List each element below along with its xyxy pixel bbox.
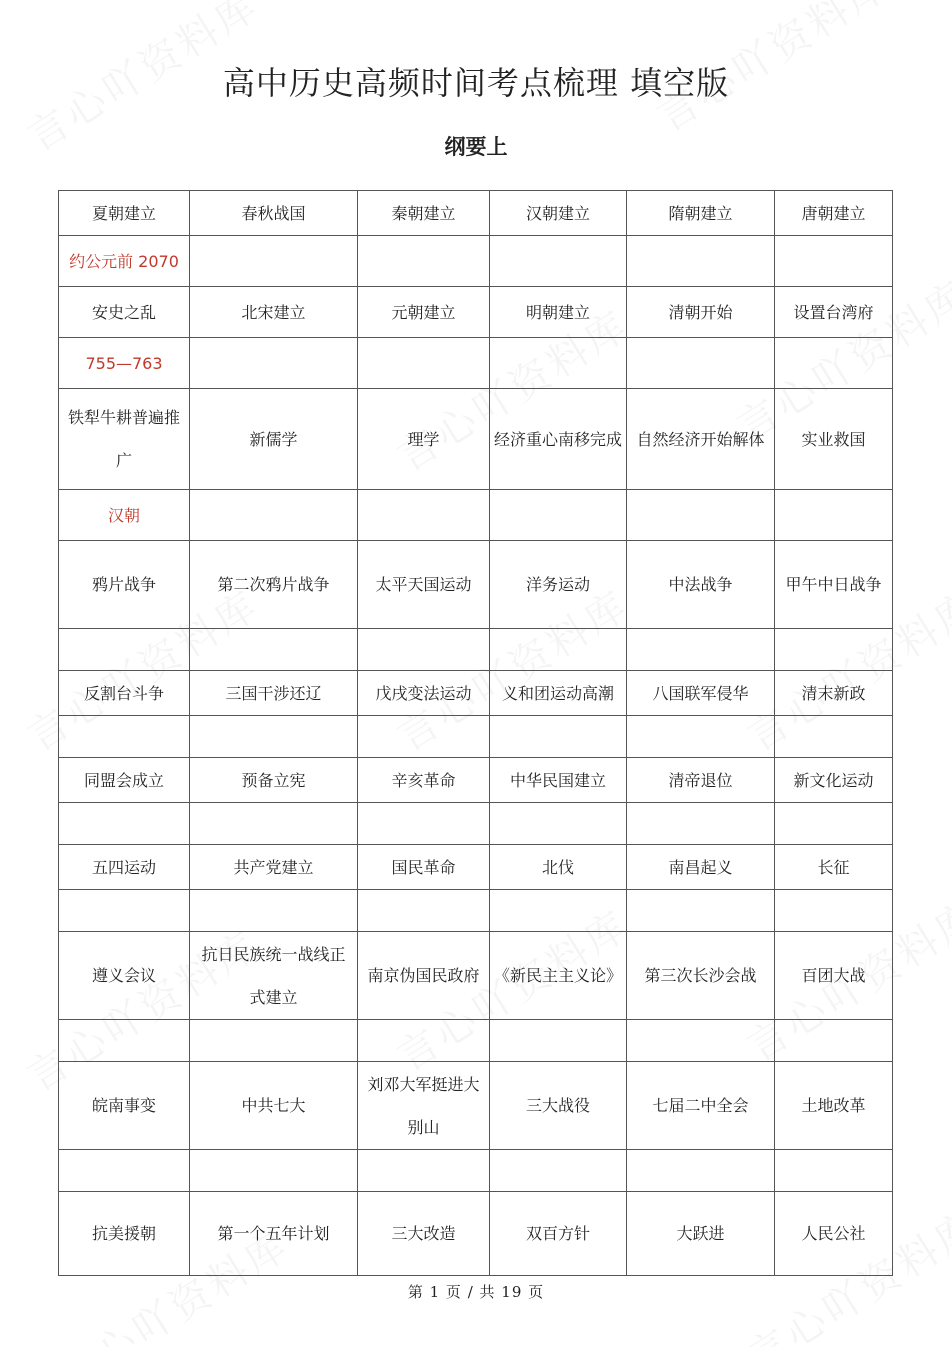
table-row bbox=[59, 845, 893, 890]
event-cell: 秦朝建立 bbox=[358, 191, 490, 236]
answer-cell[interactable] bbox=[627, 803, 775, 845]
event-cell: 抗日民族统一战线正式建立 bbox=[190, 932, 358, 1020]
answer-cell[interactable] bbox=[358, 236, 490, 287]
answer-cell[interactable] bbox=[358, 1150, 490, 1192]
page-footer: 第 1 页 / 共 19 页 bbox=[407, 1283, 545, 1301]
answer-cell[interactable] bbox=[358, 803, 490, 845]
event-cell: 三大改造 bbox=[358, 1192, 490, 1276]
answer-cell[interactable] bbox=[190, 890, 358, 932]
table-row bbox=[59, 1192, 893, 1276]
answer-row bbox=[59, 236, 893, 287]
answer-cell[interactable] bbox=[190, 1020, 358, 1062]
event-cell: 五四运动 bbox=[59, 845, 190, 890]
event-cell: 洋务运动 bbox=[490, 541, 627, 629]
answer-cell[interactable] bbox=[775, 236, 893, 287]
answer-cell[interactable] bbox=[190, 338, 358, 389]
table-row bbox=[59, 932, 893, 1020]
event-cell: 同盟会成立 bbox=[59, 758, 190, 803]
answer-cell[interactable] bbox=[627, 1150, 775, 1192]
answer-cell[interactable] bbox=[190, 490, 358, 541]
event-cell: 中共七大 bbox=[190, 1062, 358, 1150]
table-row bbox=[59, 389, 893, 490]
event-cell: 北伐 bbox=[490, 845, 627, 890]
answer-cell[interactable] bbox=[627, 236, 775, 287]
event-cell: 第一个五年计划 bbox=[190, 1192, 358, 1276]
answer-cell[interactable] bbox=[627, 629, 775, 671]
answer-cell[interactable] bbox=[775, 716, 893, 758]
answer-cell[interactable] bbox=[358, 629, 490, 671]
event-cell: 中法战争 bbox=[627, 541, 775, 629]
answer-cell[interactable] bbox=[490, 1020, 627, 1062]
answer-cell[interactable] bbox=[490, 236, 627, 287]
event-cell: 实业救国 bbox=[775, 389, 893, 490]
answer-cell[interactable] bbox=[358, 716, 490, 758]
event-cell: 预备立宪 bbox=[190, 758, 358, 803]
answer-cell[interactable] bbox=[490, 716, 627, 758]
event-cell: 人民公社 bbox=[775, 1192, 893, 1276]
answer-cell[interactable] bbox=[775, 338, 893, 389]
answer-cell[interactable] bbox=[190, 629, 358, 671]
answer-cell[interactable] bbox=[59, 629, 190, 671]
answer-cell[interactable] bbox=[358, 890, 490, 932]
answer-cell[interactable] bbox=[59, 1020, 190, 1062]
event-cell: 清末新政 bbox=[775, 671, 893, 716]
event-cell: 大跃进 bbox=[627, 1192, 775, 1276]
event-cell: 抗美援朝 bbox=[59, 1192, 190, 1276]
event-cell: 明朝建立 bbox=[490, 287, 627, 338]
event-cell: 隋朝建立 bbox=[627, 191, 775, 236]
answer-row bbox=[59, 490, 893, 541]
answer-cell[interactable] bbox=[775, 803, 893, 845]
table-row bbox=[59, 191, 893, 236]
answer-row bbox=[59, 803, 893, 845]
answer-cell[interactable]: 755—763 bbox=[59, 338, 190, 389]
event-cell: 土地改革 bbox=[775, 1062, 893, 1150]
answer-cell[interactable] bbox=[490, 803, 627, 845]
event-cell: 遵义会议 bbox=[59, 932, 190, 1020]
section-subtitle: 纲要上 bbox=[444, 134, 508, 159]
event-cell: 新儒学 bbox=[190, 389, 358, 490]
table-row bbox=[59, 287, 893, 338]
event-cell: 清帝退位 bbox=[627, 758, 775, 803]
answer-cell[interactable] bbox=[627, 490, 775, 541]
answer-row bbox=[59, 716, 893, 758]
event-cell: 双百方针 bbox=[490, 1192, 627, 1276]
event-cell: 第二次鸦片战争 bbox=[190, 541, 358, 629]
event-cell: 共产党建立 bbox=[190, 845, 358, 890]
event-cell: 春秋战国 bbox=[190, 191, 358, 236]
event-cell: 八国联军侵华 bbox=[627, 671, 775, 716]
answer-cell[interactable] bbox=[59, 890, 190, 932]
answer-cell[interactable] bbox=[59, 716, 190, 758]
event-cell: 百团大战 bbox=[775, 932, 893, 1020]
answer-cell[interactable] bbox=[627, 338, 775, 389]
answer-cell[interactable] bbox=[775, 490, 893, 541]
answer-row bbox=[59, 890, 893, 932]
event-cell: 自然经济开始解体 bbox=[627, 389, 775, 490]
answer-cell[interactable]: 约公元前 2070 bbox=[59, 236, 190, 287]
answer-row bbox=[59, 338, 893, 389]
answer-row bbox=[59, 1150, 893, 1192]
event-cell: 义和团运动高潮 bbox=[490, 671, 627, 716]
answer-cell[interactable] bbox=[190, 236, 358, 287]
event-cell: 新文化运动 bbox=[775, 758, 893, 803]
table-row bbox=[59, 541, 893, 629]
event-cell: 理学 bbox=[358, 389, 490, 490]
table-row bbox=[59, 671, 893, 716]
event-cell: 设置台湾府 bbox=[775, 287, 893, 338]
timeline-table bbox=[58, 190, 893, 1276]
answer-cell[interactable] bbox=[775, 890, 893, 932]
event-cell: 辛亥革命 bbox=[358, 758, 490, 803]
event-cell: 三国干涉还辽 bbox=[190, 671, 358, 716]
answer-cell[interactable] bbox=[59, 803, 190, 845]
event-cell: 第三次长沙会战 bbox=[627, 932, 775, 1020]
table-row bbox=[59, 1062, 893, 1150]
event-cell: 鸦片战争 bbox=[59, 541, 190, 629]
event-cell: 元朝建立 bbox=[358, 287, 490, 338]
answer-cell[interactable] bbox=[775, 1150, 893, 1192]
answer-cell[interactable] bbox=[358, 490, 490, 541]
answer-cell[interactable] bbox=[190, 716, 358, 758]
answer-row bbox=[59, 629, 893, 671]
event-cell: 三大战役 bbox=[490, 1062, 627, 1150]
answer-cell[interactable] bbox=[190, 803, 358, 845]
event-cell: 南京伪国民政府 bbox=[358, 932, 490, 1020]
event-cell: 反割台斗争 bbox=[59, 671, 190, 716]
answer-cell[interactable] bbox=[358, 1020, 490, 1062]
answer-cell[interactable] bbox=[490, 629, 627, 671]
event-cell: 中华民国建立 bbox=[490, 758, 627, 803]
answer-cell[interactable] bbox=[358, 338, 490, 389]
answer-cell[interactable] bbox=[775, 1020, 893, 1062]
event-cell: 《新民主主义论》 bbox=[490, 932, 627, 1020]
answer-cell[interactable] bbox=[190, 1150, 358, 1192]
answer-cell[interactable] bbox=[775, 629, 893, 671]
event-cell: 清朝开始 bbox=[627, 287, 775, 338]
event-cell: 经济重心南移完成 bbox=[490, 389, 627, 490]
event-cell: 汉朝建立 bbox=[490, 191, 627, 236]
event-cell: 铁犁牛耕普遍推广 bbox=[59, 389, 190, 490]
event-cell: 安史之乱 bbox=[59, 287, 190, 338]
event-cell: 刘邓大军挺进大别山 bbox=[358, 1062, 490, 1150]
event-cell: 七届二中全会 bbox=[627, 1062, 775, 1150]
table-row bbox=[59, 758, 893, 803]
event-cell: 夏朝建立 bbox=[59, 191, 190, 236]
event-cell: 唐朝建立 bbox=[775, 191, 893, 236]
answer-cell[interactable] bbox=[490, 338, 627, 389]
event-cell: 长征 bbox=[775, 845, 893, 890]
answer-cell[interactable] bbox=[627, 1020, 775, 1062]
answer-cell[interactable] bbox=[59, 1150, 190, 1192]
event-cell: 国民革命 bbox=[358, 845, 490, 890]
answer-cell[interactable] bbox=[490, 890, 627, 932]
event-cell: 甲午中日战争 bbox=[775, 541, 893, 629]
answer-cell[interactable] bbox=[627, 716, 775, 758]
document-title: 高中历史高频时间考点梳理 填空版 bbox=[222, 64, 730, 102]
event-cell: 南昌起义 bbox=[627, 845, 775, 890]
answer-cell[interactable] bbox=[490, 1150, 627, 1192]
event-cell: 太平天国运动 bbox=[358, 541, 490, 629]
answer-row bbox=[59, 1020, 893, 1062]
answer-cell[interactable] bbox=[627, 890, 775, 932]
answer-cell[interactable]: 汉朝 bbox=[59, 490, 190, 541]
answer-cell[interactable] bbox=[490, 490, 627, 541]
event-cell: 北宋建立 bbox=[190, 287, 358, 338]
event-cell: 戊戌变法运动 bbox=[358, 671, 490, 716]
event-cell: 皖南事变 bbox=[59, 1062, 190, 1150]
